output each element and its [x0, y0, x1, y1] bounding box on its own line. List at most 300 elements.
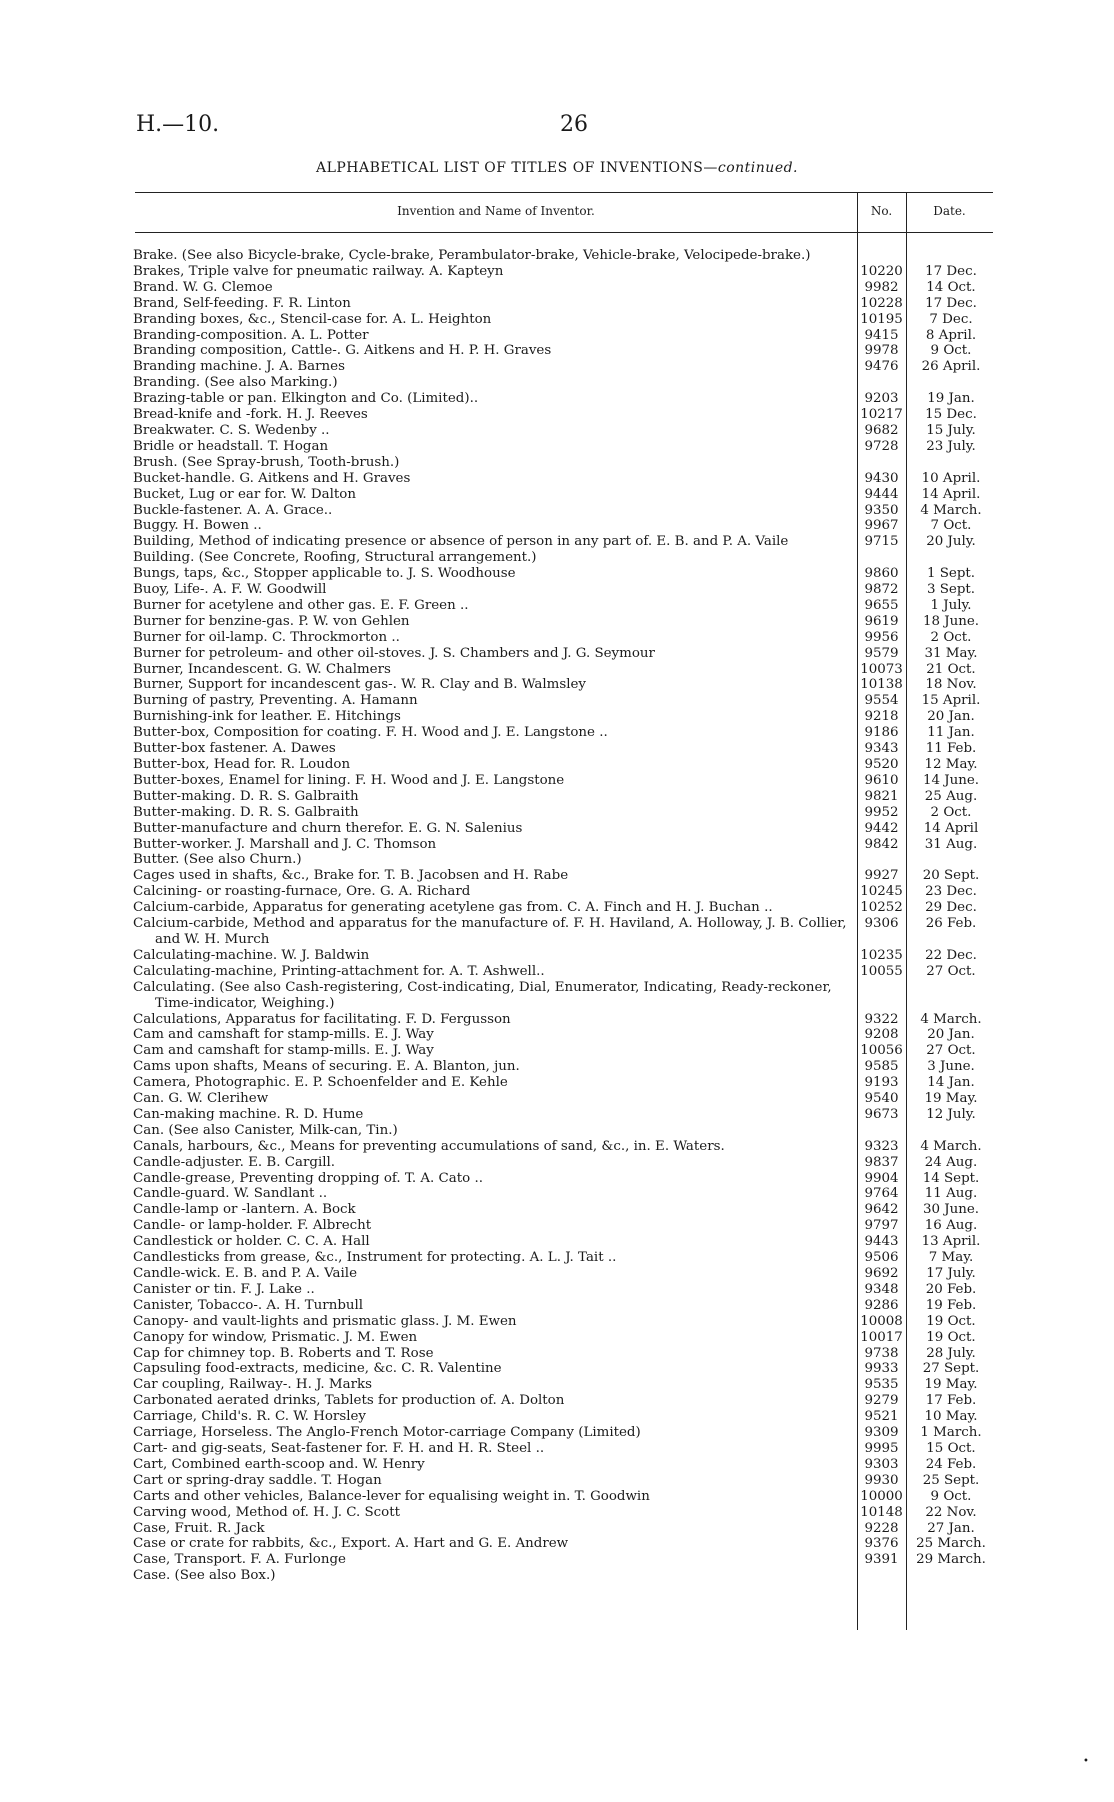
- list-item: [133, 1489, 993, 1505]
- patent-date: 4 March.: [920, 1138, 982, 1154]
- patent-number: 9279: [864, 1393, 899, 1409]
- patent-number: 10245: [860, 884, 903, 900]
- list-item: [133, 1393, 993, 1409]
- patent-date: 29 March.: [916, 1552, 986, 1568]
- column-header-date: Date.: [933, 204, 966, 218]
- list-item: [133, 1075, 993, 1091]
- patent-date: 4 March.: [920, 1011, 982, 1027]
- invention-title: Butter-box, Head for. R. Loudon: [133, 757, 351, 772]
- list-item: [133, 662, 993, 678]
- list-item: [133, 964, 993, 980]
- patent-number: 9430: [864, 470, 899, 486]
- patent-number: 9842: [864, 836, 899, 852]
- patent-number: 9322: [864, 1011, 899, 1027]
- patent-number: 9506: [864, 1250, 899, 1266]
- invention-title: Calculating-machine. W. J. Baldwin: [133, 947, 370, 963]
- patent-number: 9673: [864, 1106, 899, 1122]
- list-item: [133, 1361, 993, 1377]
- invention-title: Camera, Photographic. E. P. Schoenfelder and E. Kehle: [133, 1075, 508, 1091]
- list-item: [133, 773, 993, 789]
- invention-title: Can. G. W. Clerihew: [133, 1091, 269, 1107]
- patent-number: 9323: [864, 1138, 899, 1154]
- patent-date: 16 Aug.: [924, 1218, 978, 1234]
- patent-date: 14 April: [923, 820, 979, 836]
- invention-title: Burner for acetylene and other gas. E. F. Green ..: [133, 597, 469, 613]
- invention-title: Cams upon shafts, Means of securing. E. A. Blanton, jun.: [133, 1059, 520, 1075]
- patent-date: 28 July.: [926, 1345, 976, 1361]
- patent-number: 9982: [864, 279, 899, 295]
- list-item: [133, 852, 993, 868]
- patent-number: 9350: [864, 502, 899, 518]
- invention-title: Calculating-machine, Printing-attachment for. A. T. Ashwell..: [133, 963, 545, 979]
- patent-date: 11 Jan.: [927, 725, 975, 741]
- invention-title: Burning of pastry, Preventing. A. Hamann: [133, 693, 418, 709]
- list-item: [133, 503, 993, 519]
- invention-title: Can. (See also Canister, Milk-can, Tin.): [133, 1122, 398, 1138]
- patent-number: 9443: [864, 1234, 899, 1250]
- patent-number: 10220: [860, 263, 903, 279]
- list-item: [133, 582, 993, 598]
- invention-title: Calculations, Apparatus for facilitating. F. D. Fergusson: [133, 1011, 511, 1027]
- patent-date: 14 April.: [921, 486, 981, 502]
- invention-title: Candle-lamp or -lantern. A. Bock: [133, 1202, 356, 1218]
- invention-title: Bungs, taps, &c., Stopper applicable to. J. S. Woodhouse: [133, 566, 516, 582]
- patent-date: 9 Oct.: [930, 1488, 972, 1504]
- patent-date: 20 Jan.: [927, 709, 975, 725]
- patent-number: 10000: [860, 1488, 903, 1504]
- patent-number: 9286: [864, 1297, 899, 1313]
- list-item: [133, 1425, 993, 1441]
- patent-date: 14 June.: [922, 772, 980, 788]
- invention-title: Butter-manufacture and churn therefor. E. G. N. Salenius: [133, 820, 523, 836]
- invention-title: Car coupling, Railway-. H. J. Marks: [133, 1377, 373, 1393]
- invention-title: Bread-knife and -fork. H. J. Reeves: [133, 407, 368, 423]
- invention-title: Cap for chimney top. B. Roberts and T. Rose: [133, 1345, 434, 1361]
- list-item: [133, 980, 993, 1012]
- invention-title: Brazing-table or pan. Elkington and Co. (Limited)..: [133, 391, 479, 407]
- list-item: [133, 375, 993, 391]
- patent-date: 21 Oct.: [926, 661, 976, 677]
- patent-number: 9610: [864, 772, 899, 788]
- list-item: [133, 1012, 993, 1028]
- patent-date: 3 Sept.: [926, 582, 976, 598]
- list-item: [133, 1457, 993, 1473]
- invention-title: Brand. W. G. Clemoe: [133, 279, 273, 295]
- list-item: [133, 630, 993, 646]
- list-item: [133, 328, 993, 344]
- invention-title: Brand, Self-feeding. F. R. Linton: [133, 295, 351, 311]
- patent-date: 20 July.: [926, 534, 976, 550]
- patent-date: 27 Sept.: [922, 1361, 980, 1377]
- document-reference: H.—10.: [136, 112, 220, 137]
- list-item: [133, 1409, 993, 1425]
- patent-date: 7 Oct.: [930, 518, 972, 534]
- patent-date: 17 Dec.: [925, 295, 977, 311]
- invention-title: Branding machine. J. A. Barnes: [133, 359, 345, 375]
- list-item: [133, 837, 993, 853]
- patent-number: 9521: [864, 1409, 899, 1425]
- patent-date: 19 May.: [924, 1091, 978, 1107]
- patent-number: 9228: [864, 1520, 899, 1536]
- invention-title: Carts and other vehicles, Balance-lever for equalising weight in. T. Goodwin: [133, 1488, 650, 1504]
- list-item: [133, 296, 993, 312]
- page-title-main: ALPHABETICAL LIST OF TITLES OF INVENTIONS—: [315, 160, 718, 176]
- invention-title: Branding boxes, &c., Stencil-case for. A. L. Heighton: [133, 311, 492, 327]
- invention-title: Buggy. H. Bowen ..: [133, 518, 262, 534]
- invention-title: Canopy for window, Prismatic. J. M. Ewen: [133, 1329, 418, 1345]
- patent-number: 9978: [864, 343, 899, 359]
- list-item: [133, 1473, 993, 1489]
- patent-number: 9738: [864, 1345, 899, 1361]
- list-item: [133, 471, 993, 487]
- patent-date: 18 Nov.: [925, 677, 977, 693]
- patent-number: 9872: [864, 582, 899, 598]
- invention-title: Candle-adjuster. E. B. Cargill.: [133, 1154, 336, 1170]
- patent-date: 25 Sept.: [922, 1472, 980, 1488]
- patent-date: 17 Feb.: [925, 1393, 977, 1409]
- patent-number: 9933: [864, 1361, 899, 1377]
- invention-title: Case or crate for rabbits, &c., Export. A. Hart and G. E. Andrew: [133, 1536, 569, 1552]
- patent-date: 24 Feb.: [925, 1456, 977, 1472]
- list-item: [133, 1139, 993, 1155]
- patent-number: 9619: [864, 613, 899, 629]
- patent-date: 2 Oct.: [930, 804, 972, 820]
- invention-title: Brake. (See also Bicycle-brake, Cycle-brake, Perambulator-brake, Vehicle-brake, Velocipede-brake.): [133, 248, 811, 263]
- list-item: [133, 1536, 993, 1552]
- patent-number: 10195: [860, 311, 903, 327]
- patent-number: 9764: [864, 1186, 899, 1202]
- patent-number: 9208: [864, 1027, 899, 1043]
- invention-title: Butter-making. D. R. S. Galbraith: [133, 804, 359, 820]
- patent-date: 15 July.: [926, 422, 976, 438]
- patent-date: 11 Feb.: [925, 741, 977, 757]
- patent-date: 26 April.: [921, 359, 981, 375]
- invention-title: Bridle or headstall. T. Hogan: [133, 438, 329, 454]
- invention-title: Breakwater. C. S. Wedenby ..: [133, 422, 330, 438]
- list-item: [133, 900, 993, 916]
- invention-title: Branding. (See also Marking.): [133, 375, 338, 391]
- patent-date: 18 June.: [922, 613, 980, 629]
- patent-date: 17 Dec.: [925, 263, 977, 279]
- invention-title: Building. (See Concrete, Roofing, Structural arrangement.): [133, 550, 537, 566]
- patent-number: 9967: [864, 518, 899, 534]
- invention-title: Carriage, Child's. R. C. W. Horsley: [133, 1409, 366, 1425]
- invention-title: Cart- and gig-seats, Seat-fastener for. F. H. and H. R. Steel ..: [133, 1440, 545, 1456]
- patent-date: 20 Sept.: [922, 868, 980, 884]
- list-item: [133, 598, 993, 614]
- patent-number: 9186: [864, 725, 899, 741]
- patent-date: 1 March.: [920, 1425, 982, 1441]
- patent-date: 31 May.: [924, 645, 978, 661]
- patent-number: 9415: [864, 327, 899, 343]
- list-item: [133, 423, 993, 439]
- patent-number: 9821: [864, 788, 899, 804]
- invention-title: Canister, Tobacco-. A. H. Turnbull: [133, 1297, 364, 1313]
- invention-title: Butter-boxes, Enamel for lining. F. H. Wood and J. E. Langstone: [133, 772, 565, 788]
- list-item: [133, 343, 993, 359]
- list-item: [133, 312, 993, 328]
- patent-date: 24 Aug.: [924, 1154, 978, 1170]
- list-item: [133, 709, 993, 725]
- list-item: [133, 1521, 993, 1537]
- patent-number: 9391: [864, 1552, 899, 1568]
- list-item: [133, 1346, 993, 1362]
- table-header-rule: [135, 232, 993, 233]
- list-item: [133, 757, 993, 773]
- list-item: [133, 455, 993, 471]
- list-item: [133, 1266, 993, 1282]
- list-item: [133, 1552, 993, 1568]
- patent-number: 9309: [864, 1425, 899, 1441]
- list-item: [133, 1330, 993, 1346]
- patent-number: 10138: [860, 677, 903, 693]
- invention-title: Can-making machine. R. D. Hume: [133, 1106, 364, 1122]
- patent-number: 10055: [860, 963, 903, 979]
- patent-date: 2 Oct.: [930, 629, 972, 645]
- invention-title: Candlesticks from grease, &c., Instrument for protecting. A. L. J. Tait ..: [133, 1250, 617, 1266]
- patent-number: 9797: [864, 1218, 899, 1234]
- invention-title: Branding-composition. A. L. Potter: [133, 327, 369, 343]
- invention-title: Calcium-carbide, Method and apparatus for the manufacture of. F. H. Haviland, A. Holloway, J. B. Collier, and W. H. Murch: [133, 916, 847, 947]
- patent-number: 9585: [864, 1059, 899, 1075]
- patent-number: 9956: [864, 629, 899, 645]
- list-item: [133, 1186, 993, 1202]
- patent-date: 7 May.: [928, 1250, 974, 1266]
- table-top-rule: [135, 192, 993, 193]
- page-title-continued: continued.: [717, 160, 799, 176]
- patent-number: 9927: [864, 868, 899, 884]
- patent-date: 10 April.: [921, 470, 981, 486]
- patent-date: 19 Jan.: [927, 391, 975, 407]
- patent-number: 10008: [860, 1313, 903, 1329]
- patent-date: 7 Dec.: [929, 311, 973, 327]
- invention-title: Cages used in shafts, &c., Brake for. T. B. Jacobsen and H. Rabe: [133, 868, 569, 884]
- patent-date: 22 Nov.: [925, 1504, 977, 1520]
- invention-title: Butter-box fastener. A. Dawes: [133, 741, 336, 757]
- list-item: [133, 1171, 993, 1187]
- list-item: [133, 884, 993, 900]
- patent-number: 9376: [864, 1536, 899, 1552]
- patent-number: 9995: [864, 1440, 899, 1456]
- invention-title: Cart, Combined earth-scoop and. W. Henry: [133, 1456, 425, 1472]
- patent-number: 9579: [864, 645, 899, 661]
- patent-date: 10 May.: [924, 1409, 978, 1425]
- invention-title: Capsuling food-extracts, medicine, &c. C. R. Valentine: [133, 1361, 502, 1377]
- patent-date: 25 Aug.: [924, 788, 978, 804]
- list-item: [133, 487, 993, 503]
- invention-title: Case, Fruit. R. Jack: [133, 1520, 265, 1536]
- patent-date: 14 Sept.: [922, 1170, 980, 1186]
- patent-number: 9535: [864, 1377, 899, 1393]
- patent-date: 26 Feb.: [925, 916, 977, 932]
- list-item: [133, 1091, 993, 1107]
- list-item: [133, 646, 993, 662]
- inventions-list: [133, 248, 993, 1584]
- invention-title: Branding composition, Cattle-. G. Aitkens and H. P. H. Graves: [133, 343, 552, 359]
- patent-date: 22 Dec.: [925, 947, 977, 963]
- patent-date: 14 Jan.: [927, 1075, 975, 1091]
- patent-date: 19 Feb.: [925, 1297, 977, 1313]
- list-item: [133, 359, 993, 375]
- patent-date: 11 Aug.: [924, 1186, 978, 1202]
- invention-title: Butter-box, Composition for coating. F. H. Wood and J. E. Langstone ..: [133, 725, 608, 741]
- patent-date: 27 Oct.: [926, 963, 976, 979]
- patent-date: 15 Oct.: [926, 1440, 976, 1456]
- list-item: [133, 1107, 993, 1123]
- invention-title: Buckle-fastener. A. A. Grace..: [133, 502, 333, 518]
- patent-date: 25 March.: [916, 1536, 986, 1552]
- invention-title: Calculating. (See also Cash-registering, Cost-indicating, Dial, Enumerator, Indicating, Ready-reckoner, Time-indicator, Weighing.): [133, 979, 832, 1011]
- invention-title: Burner for benzine-gas. P. W. von Gehlen: [133, 613, 410, 629]
- invention-title: Canister or tin. F. J. Lake ..: [133, 1281, 315, 1297]
- list-item: [133, 534, 993, 550]
- list-item: [133, 1123, 993, 1139]
- patent-number: 9193: [864, 1075, 899, 1091]
- patent-number: 9476: [864, 359, 899, 375]
- invention-title: Bucket-handle. G. Aitkens and H. Graves: [133, 470, 411, 486]
- list-item: [133, 439, 993, 455]
- patent-number: 10148: [860, 1504, 903, 1520]
- list-item: [133, 868, 993, 884]
- patent-number: 9306: [864, 916, 899, 932]
- invention-title: Cam and camshaft for stamp-mills. E. J. Way: [133, 1043, 434, 1059]
- patent-date: 29 Dec.: [925, 900, 977, 916]
- list-item: [133, 1441, 993, 1457]
- patent-date: 19 Oct.: [926, 1313, 976, 1329]
- patent-date: 23 Dec.: [925, 884, 977, 900]
- patent-number: 9930: [864, 1472, 899, 1488]
- patent-number: 9540: [864, 1091, 899, 1107]
- list-item: [133, 916, 993, 948]
- patent-number: 9860: [864, 566, 899, 582]
- invention-title: Cam and camshaft for stamp-mills. E. J. Way: [133, 1027, 434, 1043]
- patent-number: 10017: [860, 1329, 903, 1345]
- patent-date: 20 Jan.: [927, 1027, 975, 1043]
- list-item: [133, 614, 993, 630]
- patent-date: 13 April.: [921, 1234, 981, 1250]
- list-item: [133, 1234, 993, 1250]
- patent-date: 1 July.: [930, 597, 972, 613]
- patent-date: 27 Oct.: [926, 1043, 976, 1059]
- list-item: [133, 1282, 993, 1298]
- list-item: [133, 1298, 993, 1314]
- invention-title: Case, Transport. F. A. Furlonge: [133, 1552, 346, 1568]
- list-item: [133, 1505, 993, 1521]
- patent-number: 9444: [864, 486, 899, 502]
- patent-number: 10252: [860, 900, 903, 916]
- invention-title: Burnishing-ink for leather. E. Hitchings: [133, 709, 401, 725]
- patent-number: 9642: [864, 1202, 899, 1218]
- invention-title: Carbonated aerated drinks, Tablets for production of. A. Dolton: [133, 1393, 565, 1409]
- list-item: [133, 1568, 993, 1584]
- patent-date: 17 July.: [926, 1266, 976, 1281]
- invention-title: Brush. (See Spray-brush, Tooth-brush.): [133, 454, 400, 470]
- list-item: [133, 1027, 993, 1043]
- patent-number: 9904: [864, 1170, 899, 1186]
- list-item: [133, 391, 993, 407]
- patent-date: 12 July.: [926, 1106, 976, 1122]
- patent-number: 9655: [864, 597, 899, 613]
- list-item: [133, 1043, 993, 1059]
- list-item: [133, 948, 993, 964]
- patent-date: 12 May.: [924, 757, 978, 772]
- patent-number: 9442: [864, 820, 899, 836]
- patent-number: 9554: [864, 693, 899, 709]
- list-item: [133, 741, 993, 757]
- invention-title: Buoy, Life-. A. F. W. Goodwill: [133, 582, 327, 598]
- patent-date: 19 May.: [924, 1377, 978, 1393]
- invention-title: Carving wood, Method of. H. J. C. Scott: [133, 1504, 400, 1520]
- column-header-invention: Invention and Name of Inventor.: [397, 204, 595, 218]
- list-item: [133, 789, 993, 805]
- patent-number: 9682: [864, 422, 899, 438]
- list-item: [133, 1059, 993, 1075]
- list-item: [133, 1314, 993, 1330]
- patent-date: 15 April.: [921, 693, 981, 709]
- list-item: [133, 725, 993, 741]
- invention-title: Candle-wick. E. B. and P. A. Vaile: [133, 1266, 358, 1281]
- invention-title: Candle- or lamp-holder. F. Albrecht: [133, 1218, 372, 1234]
- list-item: [133, 677, 993, 693]
- invention-title: Case. (See also Box.): [133, 1568, 276, 1584]
- invention-title: Candlestick or holder. C. C. A. Hall: [133, 1234, 370, 1250]
- invention-title: Bucket, Lug or ear for. W. Dalton: [133, 486, 356, 502]
- list-item: [133, 693, 993, 709]
- patent-date: 23 July.: [926, 438, 976, 454]
- patent-number: 9715: [864, 534, 899, 550]
- patent-date: 15 Dec.: [925, 407, 977, 423]
- patent-date: 8 April.: [925, 327, 977, 343]
- patent-date: 19 Oct.: [926, 1329, 976, 1345]
- list-item: [133, 248, 993, 264]
- invention-title: Burner for oil-lamp. C. Throckmorton ..: [133, 629, 400, 645]
- patent-date: 31 Aug.: [924, 836, 978, 852]
- invention-title: Calcium-carbide, Apparatus for generating acetylene gas from. C. A. Finch and H. J. Buchan ..: [133, 900, 773, 916]
- invention-title: Butter-making. D. R. S. Galbraith: [133, 788, 359, 804]
- invention-title: Candle-guard. W. Sandlant ..: [133, 1186, 328, 1202]
- invention-title: Canals, harbours, &c., Means for preventing accumulations of sand, &c., in. E. Waters.: [133, 1138, 725, 1154]
- invention-title: Burner for petroleum- and other oil-stoves. J. S. Chambers and J. G. Seymour: [133, 645, 655, 661]
- invention-title: Building, Method of indicating presence or absence of person in any part of. E. B. and P. A. Vaile: [133, 534, 789, 550]
- list-item: [133, 1250, 993, 1266]
- list-item: [133, 550, 993, 566]
- patent-date: 14 Oct.: [926, 279, 976, 295]
- patent-number: 10056: [860, 1043, 903, 1059]
- list-item: [133, 566, 993, 582]
- list-item: [133, 264, 993, 280]
- page-title: [0, 160, 1114, 176]
- invention-title: Brakes, Triple valve for pneumatic railway. A. Kapteyn: [133, 263, 504, 279]
- list-item: [133, 407, 993, 423]
- invention-title: Canopy- and vault-lights and prismatic glass. J. M. Ewen: [133, 1313, 517, 1329]
- patent-number: 10228: [860, 295, 903, 311]
- patent-number: 9348: [864, 1281, 899, 1297]
- patent-date: 4 March.: [920, 502, 982, 518]
- invention-title: Carriage, Horseless. The Anglo-French Motor-carriage Company (Limited): [133, 1425, 641, 1441]
- invention-title: Burner, Incandescent. G. W. Chalmers: [133, 661, 391, 677]
- invention-title: Cart or spring-dray saddle. T. Hogan: [133, 1472, 382, 1488]
- patent-number: 10073: [860, 661, 903, 677]
- patent-number: 9303: [864, 1456, 899, 1472]
- patent-number: 9203: [864, 391, 899, 407]
- list-item: [133, 1377, 993, 1393]
- list-item: [133, 1218, 993, 1234]
- invention-title: Candle-grease, Preventing dropping of. T. A. Cato ..: [133, 1170, 483, 1186]
- list-item: [133, 1155, 993, 1171]
- list-item: [133, 1202, 993, 1218]
- invention-title: Butter. (See also Churn.): [133, 852, 302, 868]
- patent-number: 9952: [864, 804, 899, 820]
